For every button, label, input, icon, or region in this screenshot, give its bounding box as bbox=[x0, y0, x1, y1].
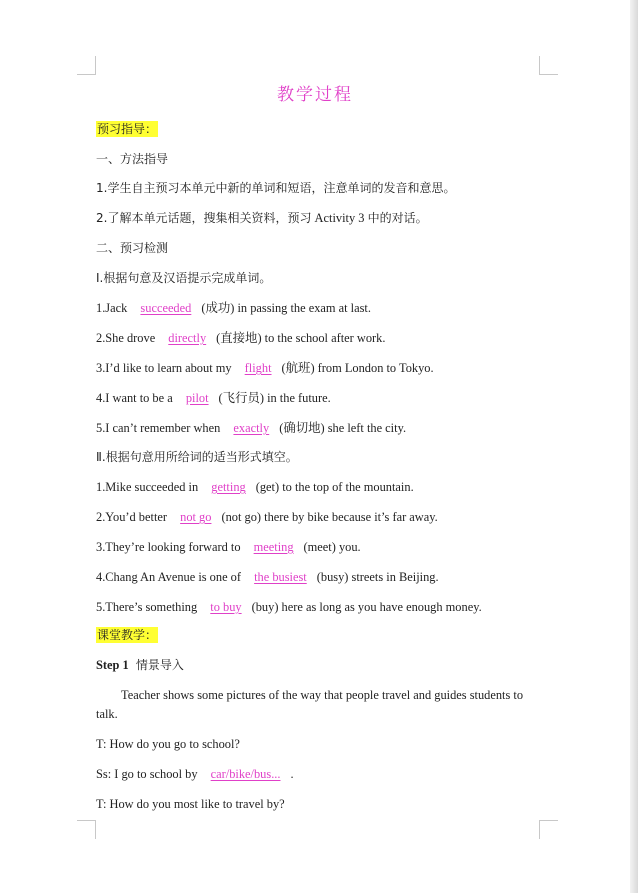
exercise-suffix: (飞行员) in the future. bbox=[218, 391, 331, 405]
method-item-2 bbox=[96, 210, 428, 226]
method-item-2-a: 2.了解本单元话题，搜集相关资料，预习 bbox=[96, 211, 312, 225]
exercise-prefix: 1.Mike succeeded in bbox=[96, 480, 202, 494]
paragraph-line-2: talk. bbox=[96, 707, 118, 721]
step1-title: 情景导入 bbox=[135, 658, 184, 672]
exercise-item bbox=[96, 360, 434, 376]
preview-heading-line bbox=[96, 121, 158, 137]
answer-blank: not go bbox=[180, 510, 212, 524]
answer-blank: succeeded bbox=[140, 301, 192, 315]
class-heading: 课堂教学： bbox=[97, 628, 158, 642]
exercise-item bbox=[96, 300, 371, 316]
exercise-item bbox=[96, 390, 331, 406]
answer-blank: pilot bbox=[185, 391, 209, 405]
exercise-prefix: 2.She drove bbox=[96, 331, 159, 345]
exercise-item bbox=[96, 539, 361, 555]
exercise-suffix: (busy) streets in Beijing. bbox=[316, 570, 439, 584]
exercise-prefix: 4.I want to be a bbox=[96, 391, 176, 405]
method-item-2-b: Activity 3 bbox=[311, 211, 368, 225]
step1-line bbox=[96, 657, 184, 673]
exercise-prefix: 2.You’d better bbox=[96, 510, 171, 524]
answer-blank: the busiest bbox=[254, 570, 307, 584]
preview-heading: 预习指导： bbox=[97, 122, 158, 136]
paragraph-line-1: Teacher shows some pictures of the way that people travel and guides students to bbox=[121, 688, 524, 702]
exercise-prefix: 3.They’re looking forward to bbox=[96, 540, 244, 554]
crop-mark-bottom-left bbox=[77, 820, 96, 839]
exercise-item bbox=[96, 420, 406, 436]
exercise-item bbox=[96, 509, 438, 525]
exercise-prefix: 3.I’d like to learn about my bbox=[96, 361, 235, 375]
exercise-suffix: (确切地) she left the city. bbox=[279, 421, 407, 435]
answer-blank: getting bbox=[211, 480, 246, 494]
exercise-suffix: (buy) here as long as you have enough money. bbox=[251, 600, 482, 614]
part1-heading: Ⅰ.根据句意及汉语提示完成单词。 bbox=[96, 271, 272, 285]
exercise-prefix: 4.Chang An Avenue is one of bbox=[96, 570, 245, 584]
crop-mark-bottom-right bbox=[539, 820, 558, 839]
exercise-suffix: (get) to the top of the mountain. bbox=[255, 480, 414, 494]
method-item-2-c: 中的对话。 bbox=[367, 211, 428, 225]
exercise-suffix: (成功) in passing the exam at last. bbox=[201, 301, 371, 315]
exercise-suffix: (meet) you. bbox=[303, 540, 361, 554]
exercise-item bbox=[96, 330, 385, 346]
answer-blank: car/bike/bus... bbox=[210, 767, 281, 781]
method-item-1: 1.学生自主预习本单元中新的单词和短语，注意单词的发音和意思。 bbox=[96, 181, 456, 195]
answer-blank: flight bbox=[244, 361, 272, 375]
step1-label: Step 1 bbox=[96, 658, 129, 672]
dialog-line-3: T: How do you most like to travel by? bbox=[96, 797, 285, 811]
exercise-suffix: (直接地) to the school after work. bbox=[216, 331, 386, 345]
dialog-line-2-prefix: Ss: I go to school by bbox=[96, 767, 201, 781]
class-heading-line bbox=[96, 627, 158, 643]
page-edge bbox=[630, 0, 638, 893]
answer-blank: to buy bbox=[210, 600, 242, 614]
dialog-line-2 bbox=[96, 766, 294, 782]
dialog-line-2-suffix: . bbox=[290, 767, 294, 781]
page-title: 教学过程 bbox=[277, 85, 353, 105]
exercise-suffix: (航班) from London to Tokyo. bbox=[281, 361, 434, 375]
test-heading: 二、预习检测 bbox=[96, 241, 169, 255]
exercise-prefix: 5.There’s something bbox=[96, 600, 201, 614]
part2-heading: Ⅱ.根据句意用所给词的适当形式填空。 bbox=[96, 450, 298, 464]
exercise-item bbox=[96, 479, 414, 495]
exercise-item bbox=[96, 569, 439, 585]
method-heading: 一、方法指导 bbox=[96, 152, 169, 166]
crop-mark-top-right bbox=[539, 56, 558, 75]
answer-blank: meeting bbox=[253, 540, 294, 554]
crop-mark-top-left bbox=[77, 56, 96, 75]
answer-blank: exactly bbox=[233, 421, 270, 435]
exercise-prefix: 1.Jack bbox=[96, 301, 131, 315]
exercise-suffix: (not go) there by bike because it’s far away. bbox=[221, 510, 438, 524]
exercise-item bbox=[96, 599, 482, 615]
answer-blank: directly bbox=[168, 331, 207, 345]
exercise-prefix: 5.I can’t remember when bbox=[96, 421, 224, 435]
dialog-line-1: T: How do you go to school? bbox=[96, 737, 240, 751]
